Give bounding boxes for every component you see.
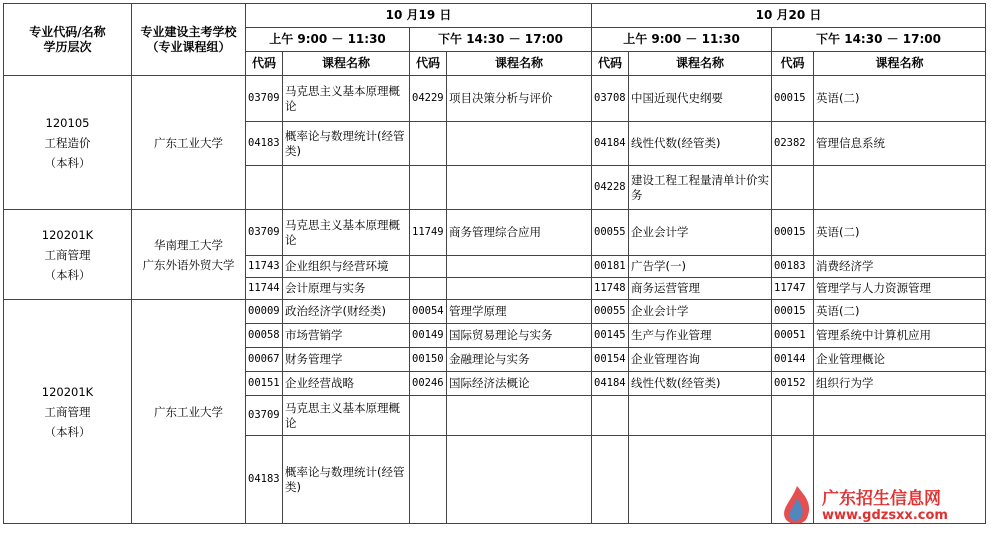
course-name — [447, 396, 592, 436]
course-name: 企业经营战略 — [283, 372, 410, 396]
course-name: 项目决策分析与评价 — [447, 76, 592, 122]
course-code: 00181 — [592, 256, 629, 278]
major-major-code: 120201K — [41, 227, 94, 242]
header-course-name: 课程名称 — [447, 52, 592, 76]
course-code: 00246 — [410, 372, 447, 396]
header-major-line2: 学历层次 — [43, 39, 92, 54]
major-cell — [4, 300, 132, 524]
course-code: 00058 — [246, 324, 283, 348]
course-name: 企业管理咨询 — [629, 348, 772, 372]
header-code: 代码 — [246, 52, 283, 76]
header-day1-am: 上午 9:00 － 11:30 — [246, 28, 410, 52]
course-code: 00055 — [592, 300, 629, 324]
course-code: 00145 — [592, 324, 629, 348]
course-code — [410, 166, 447, 210]
school-name: 广东外语外贸大学 — [142, 257, 235, 272]
header-code: 代码 — [410, 52, 447, 76]
header-day1: 10 月19 日 — [246, 4, 592, 28]
course-name: 生产与作业管理 — [629, 324, 772, 348]
site-watermark — [775, 484, 975, 530]
header-code: 代码 — [592, 52, 629, 76]
course-name: 管理学原理 — [447, 300, 592, 324]
course-code: 03709 — [246, 76, 283, 122]
course-name: 企业会计学 — [629, 300, 772, 324]
course-name: 马克思主义基本原理概论 — [283, 396, 410, 436]
course-code: 00152 — [772, 372, 814, 396]
course-name: 组织行为学 — [814, 372, 986, 396]
course-code — [246, 166, 283, 210]
major-level: （本科） — [44, 155, 91, 170]
course-code: 04228 — [592, 166, 629, 210]
course-code — [410, 436, 447, 524]
course-name — [814, 166, 986, 210]
major-cell — [4, 76, 132, 210]
header-course-name: 课程名称 — [814, 52, 986, 76]
course-code: 00015 — [772, 210, 814, 256]
course-name: 财务管理学 — [283, 348, 410, 372]
course-name — [447, 122, 592, 166]
course-name: 消费经济学 — [814, 256, 986, 278]
course-name: 企业会计学 — [629, 210, 772, 256]
course-code — [772, 166, 814, 210]
course-code: 02382 — [772, 122, 814, 166]
header-school-line2: （专业课程组） — [146, 39, 231, 54]
major-major-code: 120201K — [41, 384, 94, 399]
course-code — [772, 396, 814, 436]
course-code: 00009 — [246, 300, 283, 324]
course-name: 管理信息系统 — [814, 122, 986, 166]
course-name: 英语(二) — [814, 76, 986, 122]
school-name: 广东工业大学 — [154, 404, 223, 419]
course-name: 线性代数(经管类) — [629, 122, 772, 166]
header-major-line1: 专业代码/名称 — [29, 24, 106, 39]
course-code — [410, 396, 447, 436]
watermark-site-url: www.gdzsxx.com — [822, 508, 948, 523]
course-name: 商务运营管理 — [629, 278, 772, 300]
course-code — [592, 396, 629, 436]
header-school-line1: 专业建设主考学校 — [140, 24, 237, 39]
course-code: 00055 — [592, 210, 629, 256]
course-name: 企业管理概论 — [814, 348, 986, 372]
header-code: 代码 — [772, 52, 814, 76]
course-code: 00151 — [246, 372, 283, 396]
course-code: 00015 — [772, 300, 814, 324]
course-name — [447, 278, 592, 300]
course-name — [814, 396, 986, 436]
course-code: 03709 — [246, 396, 283, 436]
school-name: 广东工业大学 — [154, 135, 223, 150]
course-code: 11749 — [410, 210, 447, 256]
course-name: 马克思主义基本原理概论 — [283, 76, 410, 122]
header-course-name: 课程名称 — [283, 52, 410, 76]
course-code: 00154 — [592, 348, 629, 372]
course-code: 11744 — [246, 278, 283, 300]
course-name — [447, 166, 592, 210]
course-name — [447, 256, 592, 278]
flame-logo-icon — [775, 484, 819, 528]
major-major-name: 工程造价 — [44, 135, 91, 150]
course-name: 金融理论与实务 — [447, 348, 592, 372]
course-name: 管理学与人力资源管理 — [814, 278, 986, 300]
course-code: 00051 — [772, 324, 814, 348]
course-name: 概率论与数理统计(经管类) — [283, 436, 410, 524]
school-cell — [132, 76, 246, 210]
course-code — [410, 278, 447, 300]
school-name: 华南理工大学 — [154, 237, 223, 252]
course-name — [283, 166, 410, 210]
course-code — [592, 436, 629, 524]
course-name: 企业组织与经营环境 — [283, 256, 410, 278]
course-code: 00183 — [772, 256, 814, 278]
course-code: 00054 — [410, 300, 447, 324]
header-day2-am: 上午 9:00 － 11:30 — [592, 28, 772, 52]
major-level: （本科） — [44, 424, 91, 439]
course-name — [629, 396, 772, 436]
course-code: 11748 — [592, 278, 629, 300]
course-name: 国际经济法概论 — [447, 372, 592, 396]
course-code: 00144 — [772, 348, 814, 372]
header-day1-pm: 下午 14:30 － 17:00 — [410, 28, 592, 52]
header-major — [4, 4, 132, 76]
major-level: （本科） — [44, 267, 91, 282]
major-major-name: 工商管理 — [44, 247, 91, 262]
major-major-name: 工商管理 — [44, 404, 91, 419]
course-name — [629, 436, 772, 524]
course-code: 04183 — [246, 122, 283, 166]
course-code: 04184 — [592, 372, 629, 396]
header-school — [132, 4, 246, 76]
course-name: 管理系统中计算机应用 — [814, 324, 986, 348]
school-cell — [132, 300, 246, 524]
major-major-code: 120105 — [45, 115, 90, 130]
course-name: 广告学(一) — [629, 256, 772, 278]
header-day2: 10 月20 日 — [592, 4, 986, 28]
course-code: 00067 — [246, 348, 283, 372]
course-code — [410, 122, 447, 166]
course-name: 马克思主义基本原理概论 — [283, 210, 410, 256]
course-code: 00015 — [772, 76, 814, 122]
course-code: 11747 — [772, 278, 814, 300]
course-code: 04183 — [246, 436, 283, 524]
course-code: 00149 — [410, 324, 447, 348]
course-name: 市场营销学 — [283, 324, 410, 348]
major-cell — [4, 210, 132, 300]
course-name: 概率论与数理统计(经管类) — [283, 122, 410, 166]
course-code: 03709 — [246, 210, 283, 256]
watermark-site-name: 广东招生信息网 — [822, 489, 941, 509]
course-code: 00150 — [410, 348, 447, 372]
course-code: 04184 — [592, 122, 629, 166]
course-name: 线性代数(经管类) — [629, 372, 772, 396]
course-name: 会计原理与实务 — [283, 278, 410, 300]
course-name: 商务管理综合应用 — [447, 210, 592, 256]
course-name: 英语(二) — [814, 210, 986, 256]
course-name: 英语(二) — [814, 300, 986, 324]
course-name: 中国近现代史纲要 — [629, 76, 772, 122]
header-day2-pm: 下午 14:30 － 17:00 — [772, 28, 986, 52]
course-code — [410, 256, 447, 278]
header-course-name: 课程名称 — [629, 52, 772, 76]
course-code: 04229 — [410, 76, 447, 122]
course-name: 建设工程工程量清单计价实务 — [629, 166, 772, 210]
course-name: 国际贸易理论与实务 — [447, 324, 592, 348]
course-name: 政治经济学(财经类) — [283, 300, 410, 324]
course-name — [447, 436, 592, 524]
course-code: 11743 — [246, 256, 283, 278]
school-cell — [132, 210, 246, 300]
exam-schedule-table — [3, 3, 986, 524]
course-code: 03708 — [592, 76, 629, 122]
